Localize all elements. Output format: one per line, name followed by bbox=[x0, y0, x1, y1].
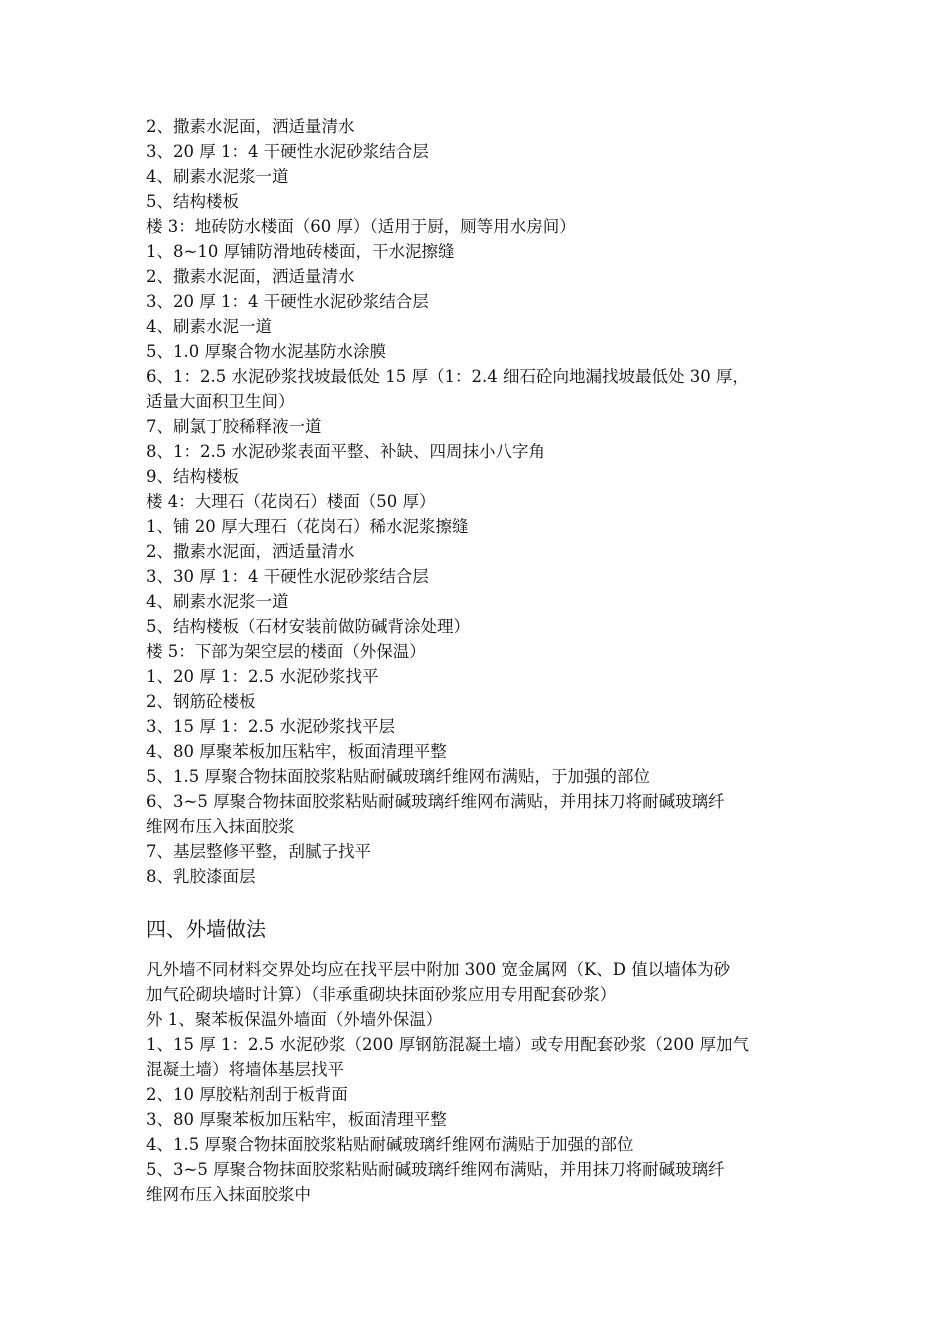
list-item: 4、1.5 厚聚合物抹面胶浆粘贴耐碱玻璃纤维网布满贴于加强的部位 bbox=[146, 1135, 634, 1154]
list-item: 5、结构楼板（石材安装前做防碱背涂处理） bbox=[146, 617, 470, 636]
list-item: 6、1：2.5 水泥砂浆找坡最低处 15 厚（1：2.4 细石砼向地漏找坡最低处 30 厚， bbox=[146, 367, 749, 386]
floor5-title: 楼 5：下部为架空层的楼面（外保温） bbox=[146, 642, 426, 661]
floor4-title: 楼 4：大理石（花岗石）楼面（50 厚） bbox=[146, 492, 436, 511]
list-item: 5、1.5 厚聚合物抹面胶浆粘贴耐碱玻璃纤维网布满贴，于加强的部位 bbox=[146, 767, 650, 786]
list-item: 4、80 厚聚苯板加压粘牢，板面清理平整 bbox=[146, 742, 447, 761]
list-item: 9、结构楼板 bbox=[146, 467, 239, 486]
list-item: 1、8~10 厚铺防滑地砖楼面，干水泥擦缝 bbox=[146, 242, 455, 261]
list-item-continuation: 维网布压入抹面胶浆中 bbox=[146, 1185, 311, 1204]
list-item: 3、30 厚 1：4 干硬性水泥砂浆结合层 bbox=[146, 567, 429, 586]
list-item: 2、撒素水泥面，洒适量清水 bbox=[146, 117, 355, 136]
list-item: 7、刷氯丁胶稀释液一道 bbox=[146, 417, 322, 436]
list-item: 2、撒素水泥面，洒适量清水 bbox=[146, 542, 355, 561]
floor2-tail-list bbox=[146, 114, 816, 214]
list-item: 5、3~5 厚聚合物抹面胶浆粘贴耐碱玻璃纤维网布满贴，并用抹刀将耐碱玻璃纤 bbox=[146, 1160, 725, 1179]
list-item: 3、15 厚 1：2.5 水泥砂浆找平层 bbox=[146, 717, 395, 736]
list-item: 2、10 厚胶粘剂刮于板背面 bbox=[146, 1085, 348, 1104]
wall1-title: 外 1、聚苯板保温外墙面（外墙外保温） bbox=[146, 1010, 443, 1029]
list-item: 1、20 厚 1：2.5 水泥砂浆找平 bbox=[146, 667, 379, 686]
section-heading: 四、外墙做法 bbox=[146, 917, 266, 941]
list-item: 1、铺 20 厚大理石（花岗石）稀水泥浆擦缝 bbox=[146, 517, 469, 536]
floor4-section bbox=[146, 489, 816, 639]
intro-paragraph-line: 加气砼砌块墙时计算）（非承重砌块抹面砂浆应用专用配套砂浆） bbox=[146, 985, 617, 1004]
document-page bbox=[146, 114, 816, 1207]
list-item: 2、撒素水泥面，洒适量清水 bbox=[146, 267, 355, 286]
list-item: 4、刷素水泥浆一道 bbox=[146, 592, 289, 611]
list-item: 2、钢筋砼楼板 bbox=[146, 692, 256, 711]
intro-paragraph-line: 凡外墙不同材料交界处均应在找平层中附加 300 宽金属网（K、D 值以墙体为砂 bbox=[146, 960, 731, 979]
list-item-continuation: 适量大面积卫生间） bbox=[146, 392, 295, 411]
list-item: 4、刷素水泥浆一道 bbox=[146, 167, 289, 186]
list-item: 5、结构楼板 bbox=[146, 192, 239, 211]
floor3-title: 楼 3：地砖防水楼面（60 厚）（适用于厨，厕等用水房间） bbox=[146, 217, 576, 236]
list-item: 3、20 厚 1：4 干硬性水泥砂浆结合层 bbox=[146, 292, 429, 311]
section-exterior-wall bbox=[146, 915, 816, 1207]
floor5-section bbox=[146, 639, 816, 889]
list-item-continuation: 混凝土墙）将墙体基层找平 bbox=[146, 1060, 344, 1079]
list-item: 1、15 厚 1：2.5 水泥砂浆（200 厚钢筋混凝土墙）或专用配套砂浆（200 厚加气 bbox=[146, 1035, 749, 1054]
list-item: 5、1.0 厚聚合物水泥基防水涂膜 bbox=[146, 342, 386, 361]
list-item: 3、20 厚 1：4 干硬性水泥砂浆结合层 bbox=[146, 142, 429, 161]
list-item: 8、1：2.5 水泥砂浆表面平整、补缺、四周抹小八字角 bbox=[146, 442, 545, 461]
list-item: 8、乳胶漆面层 bbox=[146, 867, 256, 886]
list-item: 3、80 厚聚苯板加压粘牢，板面清理平整 bbox=[146, 1110, 447, 1129]
floor3-section bbox=[146, 214, 816, 489]
list-item: 7、基层整修平整，刮腻子找平 bbox=[146, 842, 371, 861]
list-item: 6、3~5 厚聚合物抹面胶浆粘贴耐碱玻璃纤维网布满贴，并用抹刀将耐碱玻璃纤 bbox=[146, 792, 725, 811]
list-item-continuation: 维网布压入抹面胶浆 bbox=[146, 817, 295, 836]
list-item: 4、刷素水泥一道 bbox=[146, 317, 272, 336]
